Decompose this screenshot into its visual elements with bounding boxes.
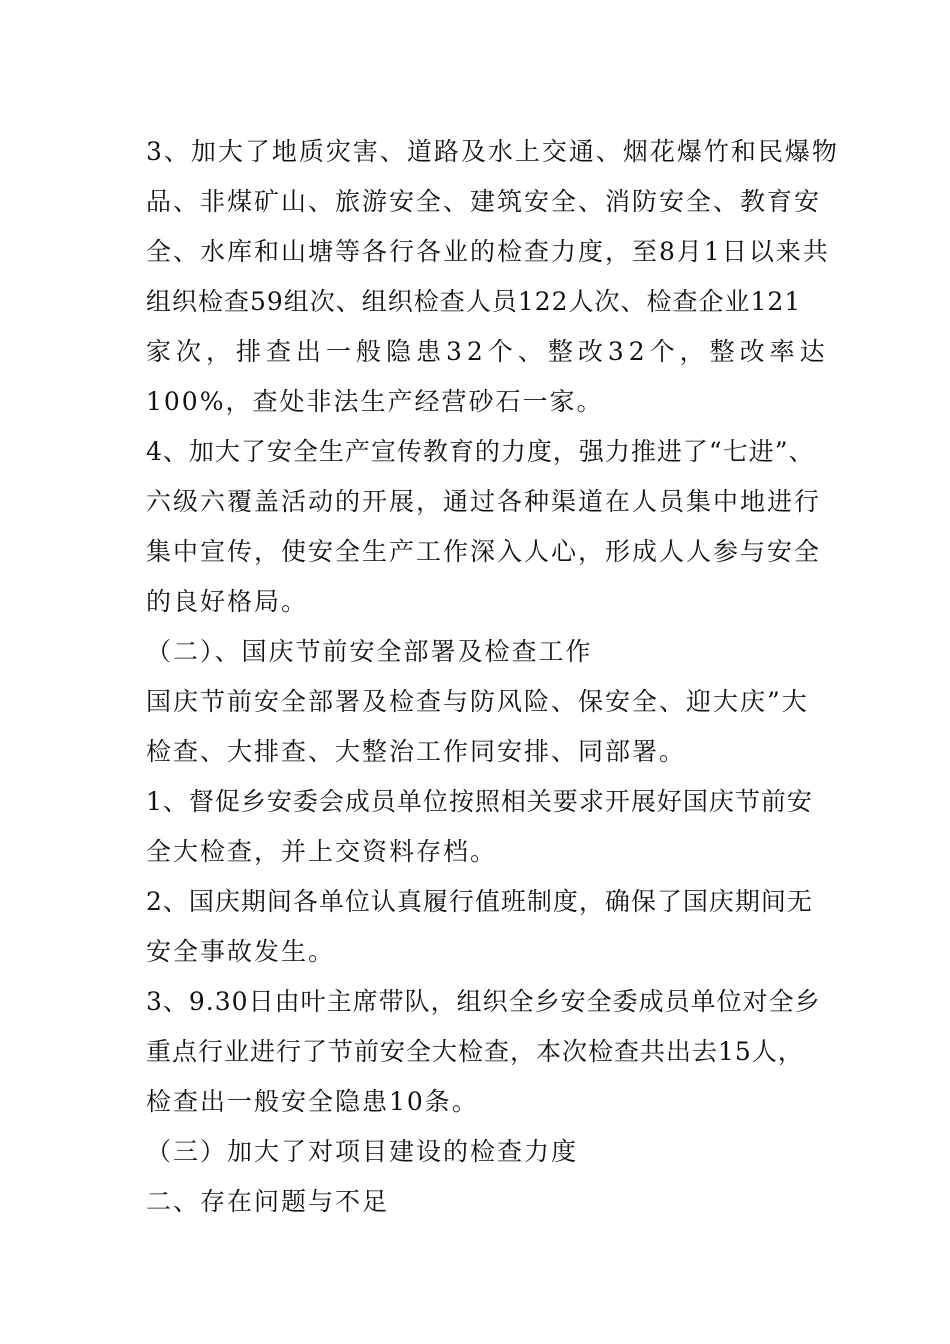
paragraph-line: 3、加大了地质灾害、道路及水上交通、烟花爆竹和民爆物 xyxy=(146,137,839,166)
paragraph-line: 重点行业进行了节前安全大检查，本次检查共出去15人， xyxy=(146,1037,804,1066)
section-heading: （二）、国庆节前安全部署及检查工作 xyxy=(146,637,593,666)
paragraph-line: 4、加大了安全生产宣传教育的力度，强力推进了“七进”、 xyxy=(146,437,815,466)
paragraph-line: 2、国庆期间各单位认真履行值班制度，确保了国庆期间无 xyxy=(146,887,813,916)
section-heading: 二、存在问题与不足 xyxy=(146,1187,390,1216)
paragraph-line: 全大检查，并上交资料存档。 xyxy=(146,837,498,866)
paragraph-line: 的良好格局。 xyxy=(146,587,309,616)
section-heading: （三）加大了对项目建设的检查力度 xyxy=(146,1137,579,1166)
paragraph-line: 1、督促乡安委会成员单位按照相关要求开展好国庆节前安 xyxy=(146,787,813,816)
paragraph-line: 集中宣传，使安全生产工作深入人心，形成人人参与安全 xyxy=(146,537,822,566)
paragraph-line: 全、水库和山塘等各行各业的检查力度，至8月1日以来共 xyxy=(146,237,830,266)
paragraph-line: 检查出一般安全隐患10条。 xyxy=(146,1087,479,1116)
paragraph-line: 六级六覆盖活动的开展，通过各种渠道在人员集中地进行 xyxy=(146,487,822,516)
paragraph-line: 组织检查59组次、组织检查人员122人次、检查企业121 xyxy=(146,287,802,316)
paragraph-line: 安全事故发生。 xyxy=(146,937,336,966)
paragraph-line: 家次，排查出一般隐患32个、整改32个，整改率达 xyxy=(146,337,830,366)
paragraph-line: 品、非煤矿山、旅游安全、建筑安全、消防安全、教育安 xyxy=(146,187,822,216)
document-body xyxy=(146,127,839,1227)
paragraph-line: 国庆节前安全部署及检查与防风险、保安全、迎大庆”大 xyxy=(146,687,809,716)
paragraph-line: 100%，查处非法生产经营砂石一家。 xyxy=(146,387,604,416)
paragraph-line: 检查、大排查、大整治工作同安排、同部署。 xyxy=(146,737,687,766)
paragraph-line: 3、9.30日由叶主席带队，组织全乡安全委成员单位对全乡 xyxy=(146,987,821,1016)
